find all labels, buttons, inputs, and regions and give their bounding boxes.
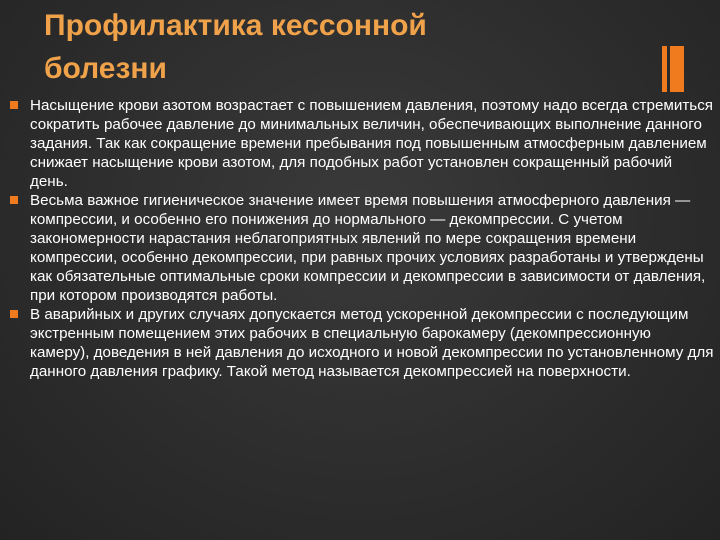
accent-bar-thin: [662, 46, 667, 92]
accent-bars-decoration: [662, 46, 686, 92]
bullet-item: [10, 305, 714, 381]
bullet-text: В аварийных и других случаях допускается метод ускоренной декомпрессии с последующим экстренным помещением этих рабочих в специальную барокамеру (декомпрессионную камеру), доведения в ней давления до исходного и новой декомпрессии по установленному для данного давления графику. Такой метод называется декомпрессией на поверхности.: [30, 306, 714, 380]
slide-title-line-2: болезни: [44, 52, 167, 85]
accent-bar-thick: [670, 46, 684, 92]
slide-title-line-1: Профилактика кессонной: [44, 9, 427, 42]
bullet-list: [10, 96, 714, 381]
bullet-item: [10, 96, 714, 191]
slide-title: [44, 4, 634, 90]
bullet-text: Насыщение крови азотом возрастает с повышением давления, поэтому надо всегда стремиться сократить рабочее давление до минимальных величин, обеспечивающих выполнение данного задания. Так как сокращение времени пребывания под повышенным атмосферным давлением снижает насыщение крови азотом, для подобных работ установлен сокращенный рабочий день.: [30, 97, 714, 190]
square-bullet-icon: [10, 101, 18, 109]
square-bullet-icon: [10, 196, 18, 204]
bullet-text: Весьма важное гигиеническое значение имеет время повышения атмосферного давления — компрессии, и особенно его понижения до нормального — декомпрессии. С учетом закономерности нарастания неблагоприятных явлений по мере сокращения времени компрессии, особенно декомпрессии, при равных прочих условиях разработаны и утверждены как обязательные оптимальные сроки компрессии и декомпрессии в зависимости от давления, при котором производятся работы.: [30, 192, 706, 304]
square-bullet-icon: [10, 310, 18, 318]
bullet-item: [10, 191, 714, 305]
